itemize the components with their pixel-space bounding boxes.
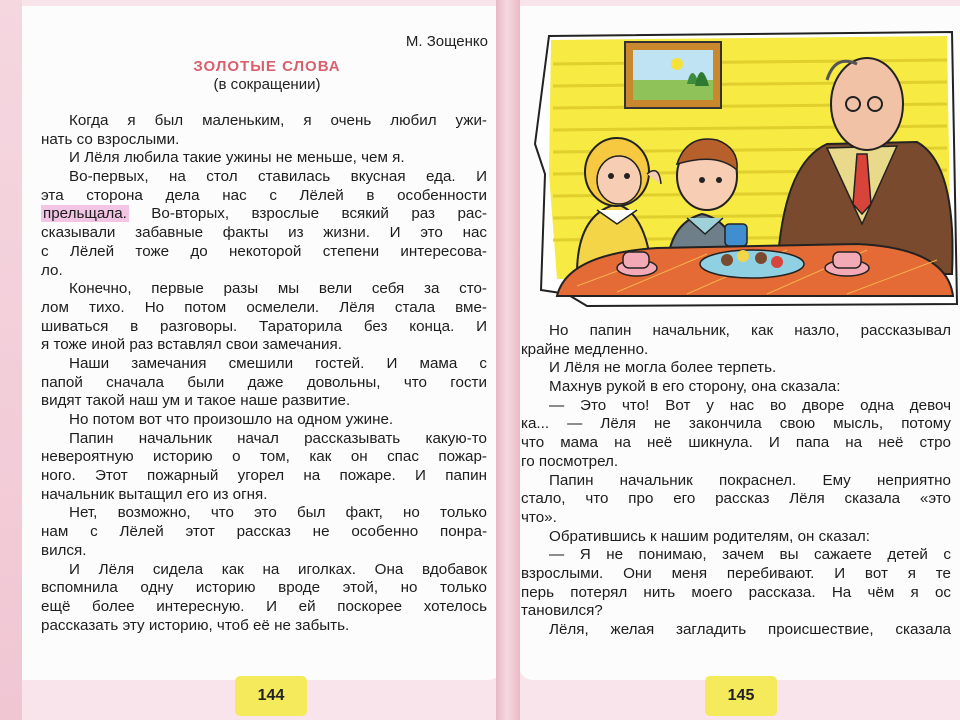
text-line-content: Наши замечания смешили гостей. И мама с <box>69 354 487 372</box>
text-line <box>41 504 487 523</box>
text-line <box>521 528 951 547</box>
text-line <box>41 561 487 580</box>
text-line-content: Но папин начальник, как назло, рассказывал <box>549 322 951 339</box>
text-line <box>41 523 487 542</box>
text-line-content: Папин начальник начал рассказывать какую-то <box>69 429 487 447</box>
text-line <box>521 378 951 397</box>
text-line <box>521 565 951 584</box>
story-title: ЗОЛОТЫЕ СЛОВА <box>193 58 341 75</box>
text-line <box>41 299 487 318</box>
book-gutter <box>496 0 520 720</box>
text-line-content: сказывали забавные факты из жизни. И это нас <box>41 224 487 242</box>
text-line <box>41 187 487 206</box>
text-line <box>41 411 487 430</box>
text-line <box>41 430 487 449</box>
text-line-content: начальник вытащил его из огня. <box>41 485 268 503</box>
text-line <box>521 453 951 472</box>
text-line <box>41 243 487 262</box>
text-line-content: лом тихо. Но потом осмелели. Лёля стала вме- <box>41 298 487 316</box>
text-line-content: ло. <box>41 261 63 279</box>
text-line <box>41 131 487 150</box>
wall-picture <box>625 42 721 108</box>
page-number-right: 145 <box>705 676 777 716</box>
page-number-left: 144 <box>235 676 307 716</box>
text-line <box>41 336 487 355</box>
text-line-content: Конечно, первые разы мы вели себя за сто- <box>69 280 487 298</box>
text-line <box>41 205 487 224</box>
text-line <box>41 149 487 168</box>
text-line-content: Но потом вот что произошло на одном ужине. <box>69 411 394 428</box>
text-line-content: Во-вторых, взрослые всякий раз рас- <box>128 205 487 223</box>
text-line-content: стало, что про его рассказ Лёля сказала «это <box>521 490 951 508</box>
text-line <box>41 598 487 617</box>
text-line-content: с Лёлей тоже до некоторой степени интересова- <box>41 242 487 260</box>
text-line <box>41 280 487 299</box>
text-line-content: папой сначала были даже довольны, что гости <box>41 373 487 391</box>
text-line <box>41 374 487 393</box>
text-line-content: перь потерял нить моего рассказа. На чём я ос <box>521 583 951 601</box>
text-line <box>41 448 487 467</box>
text-line-content: го посмотрел. <box>521 452 619 470</box>
text-line-content: невероятную историю о том, как он спас пожар- <box>41 448 487 466</box>
text-line-content: что». <box>521 508 557 526</box>
text-line <box>521 546 951 565</box>
right-page <box>505 0 960 720</box>
text-line-content: Нет, возможно, что это был факт, но только <box>69 504 487 522</box>
text-line <box>41 112 487 131</box>
text-line <box>521 322 951 341</box>
text-line-content: — Это что! Вот у нас во дворе одна девоч <box>549 396 951 414</box>
text-line-content: Папин начальник покраснел. Ему неприятно <box>549 471 951 489</box>
text-line <box>521 490 951 509</box>
text-line-content: — Я не понимаю, зачем вы сажаете детей с <box>549 546 951 564</box>
text-line-content: крайне медленно. <box>521 340 649 358</box>
text-line <box>41 318 487 337</box>
text-line-content: Лёля, желая загладить происшествие, сказала <box>549 621 951 638</box>
text-line-content: И Лёля любила такие ужины не меньше, чем я. <box>69 149 405 167</box>
dinner-illustration <box>527 24 960 314</box>
author-name: М. Зощенко <box>405 33 488 50</box>
text-line-content: видят такой наш ум и такое наше развитие. <box>41 392 351 410</box>
text-line-content: Когда я был маленьким, я очень любил ужи- <box>69 112 487 129</box>
text-line <box>521 602 951 621</box>
left-border-decoration <box>0 0 22 720</box>
text-line-content: взрослыми. Они меня перебивают. И вот я те <box>521 564 951 582</box>
text-line <box>41 617 487 636</box>
text-line <box>41 486 487 505</box>
text-line <box>521 341 951 360</box>
text-line <box>41 262 487 281</box>
text-line <box>41 224 487 243</box>
text-line-content: я тоже иной раз вставлял свои замечания. <box>41 336 342 354</box>
text-line-content: нам с Лёлей этот рассказ не особенно понра- <box>41 523 487 541</box>
text-line <box>41 168 487 187</box>
text-line-content: эта сторона дела нас с Лёлей в особенности <box>41 186 487 204</box>
text-line <box>521 359 951 378</box>
text-line <box>41 579 487 598</box>
text-line <box>521 415 951 434</box>
text-line-content: ного. Этот пожарный угорел на пожаре. И папин <box>41 467 487 485</box>
text-line-content: рассказать эту историю, чтоб её не забыть. <box>41 616 350 634</box>
text-line <box>521 584 951 603</box>
highlighted-word: прельщала. <box>43 205 127 223</box>
story-subtitle: (в сокращении) <box>213 76 321 93</box>
text-line-content: ка... — Лёля не закончила свою мысль, потому <box>521 415 951 433</box>
text-line <box>521 509 951 528</box>
text-line-content: Обратившись к нашим родителям, он сказал: <box>549 527 870 545</box>
text-line-content: вился. <box>41 541 87 559</box>
text-line-content: нать со взрослыми. <box>41 130 180 148</box>
text-line <box>521 472 951 491</box>
text-line <box>41 392 487 411</box>
text-line <box>41 355 487 374</box>
text-line <box>521 621 951 640</box>
text-line-content: что мама на неё шикнула. И папа на неё стро <box>521 434 951 452</box>
right-page-text <box>521 322 951 640</box>
text-line-content: вспомнила одну историю вроде этой, но только <box>41 579 487 597</box>
text-line-content: шиваться в разговоры. Тараторила без конца. И <box>41 317 487 335</box>
text-line-content: тановился? <box>521 602 603 620</box>
text-line-content: ещё более интересную. И ей поскорее хотелось <box>41 597 487 615</box>
text-line-content: Во-первых, на стол ставилась вкусная еда. И <box>69 168 487 186</box>
text-line-content: Махнув рукой в его сторону, она сказала: <box>549 378 841 396</box>
text-line <box>521 397 951 416</box>
left-page-text <box>41 112 487 635</box>
text-line <box>41 542 487 561</box>
text-line <box>41 467 487 486</box>
text-line-content: И Лёля сидела как на иголках. Она вдобавок <box>69 560 487 578</box>
text-line <box>521 434 951 453</box>
text-line-content: И Лёля не могла более терпеть. <box>549 359 777 377</box>
